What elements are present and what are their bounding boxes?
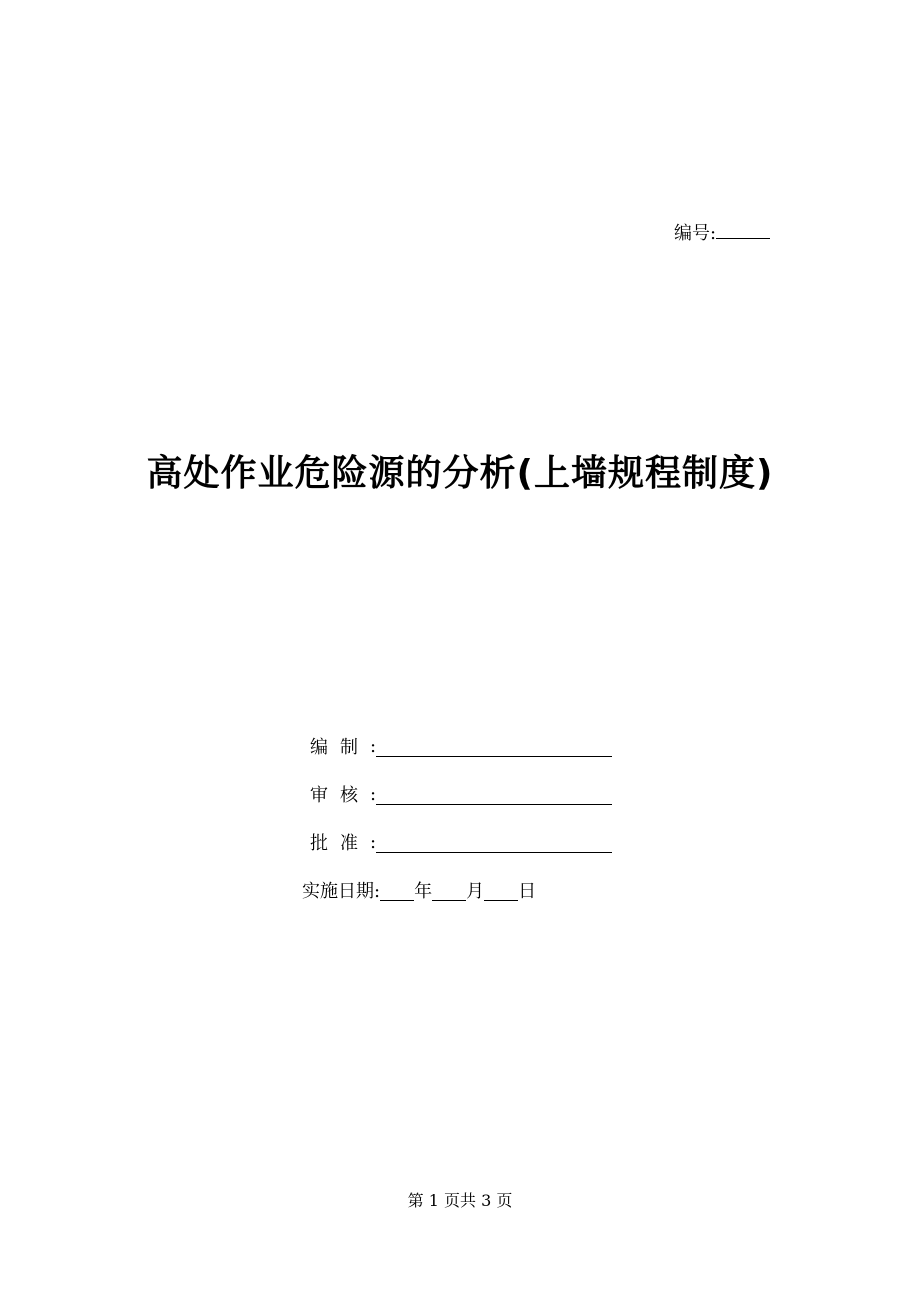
document-number — [674, 220, 770, 246]
signature-line-review[interactable] — [376, 784, 612, 805]
signature-colon: : — [370, 783, 377, 805]
signature-line-approve[interactable] — [376, 832, 612, 853]
day-blank[interactable] — [484, 880, 518, 901]
month-blank[interactable] — [432, 880, 466, 901]
signature-label-review — [302, 781, 370, 807]
signature-row-review — [302, 770, 612, 818]
signature-char: 审 — [310, 785, 328, 806]
page-footer: 第 1 页共 3 页 — [407, 1191, 513, 1210]
document-number-label: 编号: — [674, 223, 717, 244]
signature-char: 核 — [340, 785, 358, 806]
year-label: 年 — [414, 881, 433, 902]
signature-label-approve — [302, 829, 370, 855]
signature-colon: : — [370, 735, 377, 757]
month-label: 月 — [466, 881, 485, 902]
implementation-date-row — [302, 866, 612, 914]
signature-block — [302, 722, 612, 914]
signature-char: 制 — [340, 737, 358, 758]
document-title: 高处作业危险源的分析(上墙规程制度) — [146, 453, 774, 494]
signature-row-approve — [302, 818, 612, 866]
signature-char: 批 — [310, 833, 328, 854]
signature-char: 编 — [310, 737, 328, 758]
signature-char: 准 — [340, 833, 358, 854]
signature-row-compile — [302, 722, 612, 770]
signature-label-compile — [302, 733, 370, 759]
signature-line-compile[interactable] — [376, 736, 612, 757]
document-number-blank[interactable] — [716, 220, 770, 239]
day-label: 日 — [518, 881, 537, 902]
signature-colon: : — [370, 831, 377, 853]
year-blank[interactable] — [380, 880, 414, 901]
implementation-date-label: 实施日期: — [302, 881, 381, 902]
